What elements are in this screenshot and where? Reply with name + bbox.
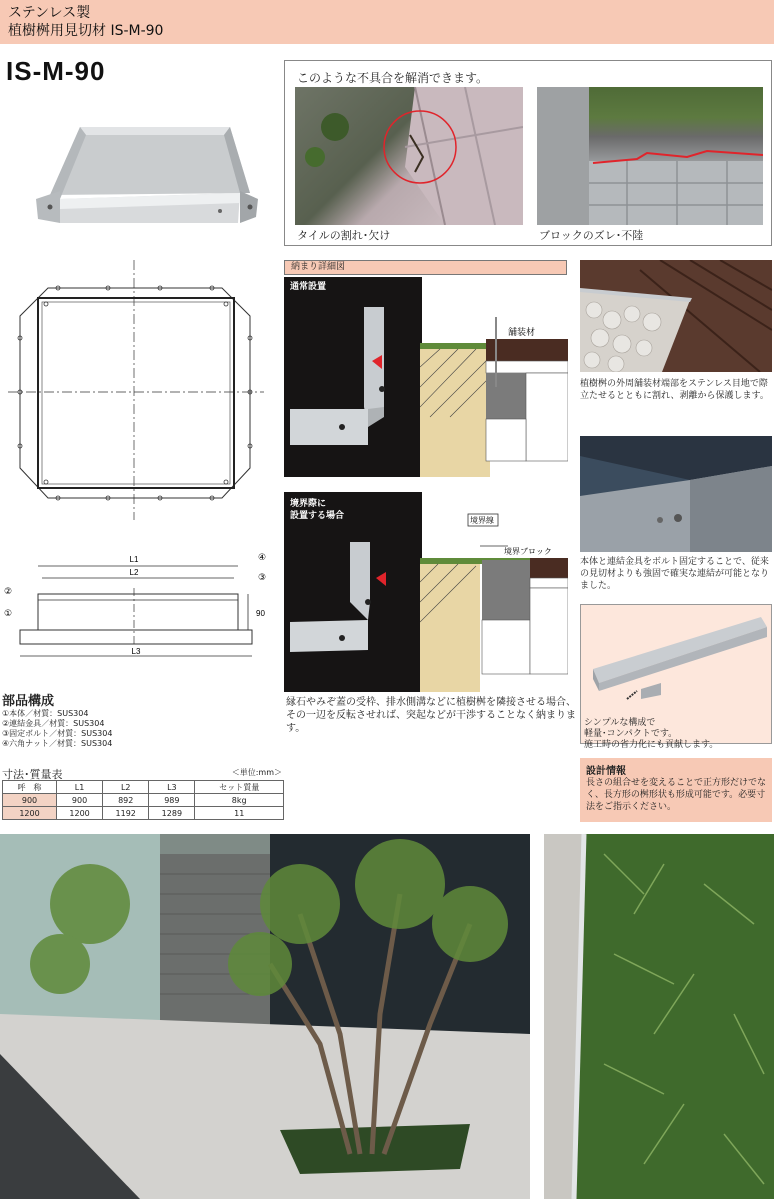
table-header-cell: セット質量 <box>195 781 284 794</box>
detail-normal-photo <box>284 277 422 477</box>
detail-heading: 納まり詳細図 <box>284 260 567 275</box>
section-label-paving: 舗装材 <box>508 328 536 338</box>
design-heading: 設計情報 <box>586 766 626 777</box>
table-header-cell: L2 <box>103 781 149 794</box>
design-text: 長さの組合せを変えることで正方形だけでなく、長方形の桝形状も形成可能です。必要寸法をご指示ください。 <box>586 778 767 812</box>
dims-unit: ＜単位:mm＞ <box>231 768 282 777</box>
parts-list <box>2 694 282 749</box>
parts-heading: 部品構成 <box>2 694 55 709</box>
table-header-cell: L3 <box>149 781 195 794</box>
problem-caption-tile: タイルの割れ･欠け <box>297 229 391 242</box>
right-text-2: 本体と連結金具をボルト固定することで、従来の見切材よりも強固で確実な連結が可能となりました。 <box>580 557 770 591</box>
right-text-1: 植樹桝の外周舗装材端部をステンレス目地で際立たせるとともに割れ、剥離から保護します。 <box>580 379 769 401</box>
block-shift-photo <box>537 87 763 225</box>
elev-label-l3: L3 <box>131 647 141 656</box>
model-number: IS-M-90 <box>6 56 106 86</box>
elev-height-label: 90 <box>256 609 265 618</box>
table-header-cell: L1 <box>57 781 103 794</box>
installation-scene-photo <box>0 834 530 1199</box>
table-cell: 989 <box>149 794 195 807</box>
section-drawing-normal <box>420 277 568 477</box>
table-cell: 8kg <box>195 794 284 807</box>
right-text-3-line3: 施工時の省力化にも貢献します。 <box>584 740 719 750</box>
right-text-3 <box>584 718 770 751</box>
table-row <box>3 794 284 807</box>
problem-caption-block: ブロックのズレ･不陸 <box>539 229 644 242</box>
right-text-3-line1: シンプルな構成で <box>584 718 656 728</box>
table-cell: 11 <box>195 807 284 820</box>
grass-closeup-photo <box>544 834 774 1199</box>
header-title-line2: 植樹桝用見切材 IS-M-90 <box>8 23 164 39</box>
table-cell: 1192 <box>103 807 149 820</box>
elev-label-l2: L2 <box>129 568 139 577</box>
detail-boundary-photo <box>284 492 422 692</box>
callout-2: ② <box>4 587 13 597</box>
dimension-table-block <box>2 766 286 820</box>
detail-label-boundary-1: 境界際に <box>290 499 327 509</box>
right-text-3-line2: 軽量･コンパクトです。 <box>584 729 678 739</box>
detail-description: 縁石やみぞ蓋の受枠、排水側溝などに植樹桝を隣接させる場合、その一辺を反転させれば、突起などが干渉することなく納まります。 <box>286 697 576 734</box>
table-cell: 1200 <box>57 807 103 820</box>
problem-title: このような不具合を解消できます。 <box>297 71 489 85</box>
detail-label-boundary-2: 設置する場合 <box>290 511 345 521</box>
callout-3: ③ <box>258 573 267 583</box>
detail-label-normal: 通常設置 <box>290 282 327 292</box>
parts-item: ①本体／材質：SUS304 <box>2 709 89 718</box>
parts-item: ④六角ナット／材質：SUS304 <box>2 739 113 748</box>
header-title-line1: ステンレス製 <box>8 5 91 21</box>
page-header <box>0 0 774 44</box>
callout-4: ④ <box>258 553 267 563</box>
product-frame-photo <box>20 95 260 245</box>
problem-panel <box>284 60 772 246</box>
plan-view-drawing <box>8 258 264 520</box>
table-cell: 900 <box>57 794 103 807</box>
elev-label-l1: L1 <box>129 555 139 564</box>
tile-crack-photo <box>295 87 523 225</box>
callout-1: ① <box>4 609 13 619</box>
table-cell: 900 <box>3 794 57 807</box>
table-cell: 1200 <box>3 807 57 820</box>
table-cell: 892 <box>103 794 149 807</box>
elevation-drawing <box>2 548 272 678</box>
section-label-boundary-line: 境界線 <box>470 516 494 525</box>
parts-item: ②連結金具／材質：SUS304 <box>2 719 105 728</box>
table-header-cell: 呼 称 <box>3 781 57 794</box>
table-header-row <box>3 781 284 794</box>
paving-edge-photo <box>580 260 772 372</box>
dimension-table <box>2 780 284 820</box>
bolt-joint-photo <box>580 436 772 552</box>
dims-heading: 寸法･質量表 <box>2 768 63 781</box>
design-info-box <box>580 758 772 822</box>
section-drawing-boundary <box>420 492 568 692</box>
table-cell: 1289 <box>149 807 195 820</box>
table-row <box>3 807 284 820</box>
parts-item: ③固定ボルト／材質：SUS304 <box>2 729 113 738</box>
section-label-boundary-block: 境界ブロック <box>504 547 552 556</box>
